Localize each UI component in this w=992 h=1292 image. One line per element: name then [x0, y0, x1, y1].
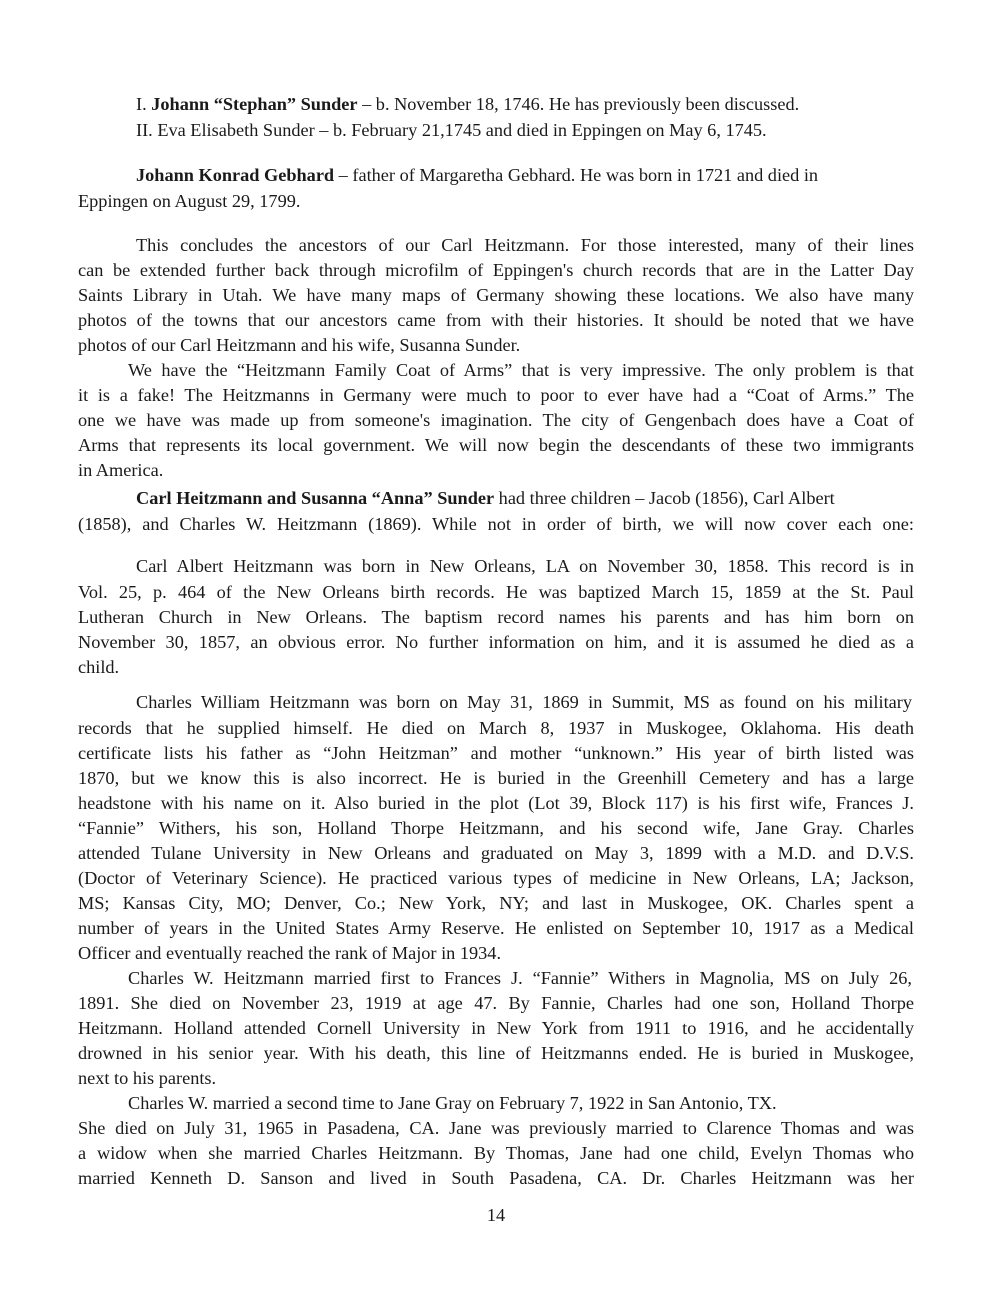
paragraph-line: headstone with his name on it. Also buried in the plot (Lot 39, Block 117) is his first wife, Frances J. — [78, 793, 914, 813]
paragraph-line: photos of the towns that our ancestors came from with their histories. It should be noted that we have — [78, 310, 914, 330]
paragraph-line: 1891. She died on November 23, 1919 at age 47. By Fannie, Charles had one son, Holland Thorpe — [78, 993, 914, 1013]
paragraph-line: (Doctor of Veterinary Science). He practiced various types of medicine in New Orleans, LA; Jackson, — [78, 868, 914, 888]
paragraph-line: 1870, but we know this is also incorrect. He is buried in the Greenhill Cemetery and has a large — [78, 768, 914, 788]
list-item-2: II. Eva Elisabeth Sunder – b. February 21,1745 and died in Eppingen on May 6, 1745. — [136, 120, 767, 140]
list-item-text: – b. November 18, 1746. He has previously been discussed. — [357, 94, 800, 114]
paragraph-line: certificate lists his father as “John Heitzman” and mother “unknown.” His year of birth listed was — [78, 743, 914, 763]
paragraph-line: a widow when she married Charles Heitzmann. By Thomas, Jane had one child, Evelyn Thomas who — [78, 1143, 914, 1163]
paragraph-line: photos of our Carl Heitzmann and his wife, Susanna Sunder. — [78, 335, 521, 355]
person-names: Carl Heitzmann and Susanna “Anna” Sunder — [136, 488, 495, 508]
person-name: Johann “Stephan” Sunder — [151, 94, 358, 114]
paragraph-line: one we have was made up from someone's imagination. The city of Gengenbach does have a Coat of — [78, 410, 914, 430]
paragraph-line: We have the “Heitzmann Family Coat of Arms” that is very impressive. The only problem is that — [128, 360, 914, 380]
paragraph-line: next to his parents. — [78, 1068, 217, 1088]
paragraph-line: MS; Kansas City, MO; Denver, Co.; New York, NY; and last in Muskogee, OK. Charles spent a — [78, 893, 914, 913]
paragraph-line: She died on July 31, 1965 in Pasadena, CA. Jane was previously married to Clarence Thomas and was — [78, 1118, 914, 1138]
paragraph-line: can be extended further back through microfilm of Eppingen's church records that are in the Latter Day — [78, 260, 914, 280]
paragraph-line: child. — [78, 657, 120, 677]
paragraph-line: Carl Albert Heitzmann was born in New Orleans, LA on November 30, 1858. This record is in — [136, 556, 914, 576]
paragraph-line: Charles W. Heitzmann married first to Frances J. “Fannie” Withers in Magnolia, MS on July 26, — [128, 968, 912, 988]
paragraph-line: in America. — [78, 460, 164, 480]
paragraph-line: This concludes the ancestors of our Carl Heitzmann. For those interested, many of their lines — [136, 235, 914, 255]
paragraph-line: Charles William Heitzmann was born on May 31, 1869 in Summit, MS as found on his military — [136, 692, 912, 712]
paragraph-line: Officer and eventually reached the rank of Major in 1934. — [78, 943, 502, 963]
list-number: I. — [136, 94, 147, 114]
children-line-1 — [136, 486, 835, 511]
paragraph-line: Lutheran Church in New Orleans. The baptism record names his parents and has him born on — [78, 607, 914, 627]
paragraph-line: it is a fake! The Heitzmanns in Germany were much to poor to ever have had a “Coat of Arms.” The — [78, 385, 914, 405]
paragraph-line: Saints Library in Utah. We have many maps of Germany showing these locations. We also have many — [78, 285, 914, 305]
paragraph-line: Vol. 25, p. 464 of the New Orleans birth records. He was baptized March 15, 1859 at the St. Paul — [78, 582, 914, 602]
paragraph-line: Arms that represents its local government. We will now begin the descendants of these two immigrants — [78, 435, 914, 455]
paragraph-line: number of years in the United States Army Reserve. He enlisted on September 10, 1917 as a Medical — [78, 918, 914, 938]
paragraph-line: married Kenneth D. Sanson and lived in South Pasadena, CA. Dr. Charles Heitzmann was her — [78, 1168, 914, 1188]
paragraph-line: Charles W. married a second time to Jane Gray on February 7, 1922 in San Antonio, TX. — [128, 1093, 777, 1113]
paragraph-line: records that he supplied himself. He died on March 8, 1937 in Muskogee, Oklahoma. His death — [78, 718, 914, 738]
paragraph-line: “Fannie” Withers, his son, Holland Thorpe Heitzmann, and his second wife, Jane Gray. Charles — [78, 818, 914, 838]
paragraph-line: drowned in his senior year. With his death, this line of Heitzmanns ended. He is buried in Muskogee, — [78, 1043, 914, 1063]
gebhard-text: – father of Margaretha Gebhard. He was born in 1721 and died in — [334, 165, 819, 185]
paragraph-line: November 30, 1857, an obvious error. No further information on him, and it is assumed he died as a — [78, 632, 914, 652]
person-name: Johann Konrad Gebhard — [136, 165, 335, 185]
children-text: had three children – Jacob (1856), Carl Albert — [494, 488, 835, 508]
paragraph-line: Heitzmann. Holland attended Cornell University in New York from 1911 to 1916, and he accidentally — [78, 1018, 914, 1038]
list-item-1 — [136, 92, 799, 117]
gebhard-line-1 — [136, 163, 818, 188]
page-number: 14 — [486, 1205, 506, 1225]
paragraph-line: attended Tulane University in New Orleans and graduated on May 3, 1899 with a M.D. and D.V.S. — [78, 843, 914, 863]
gebhard-line-2: Eppingen on August 29, 1799. — [78, 191, 301, 211]
children-line-2: (1858), and Charles W. Heitzmann (1869). While not in order of birth, we will now cover each one: — [78, 514, 914, 534]
